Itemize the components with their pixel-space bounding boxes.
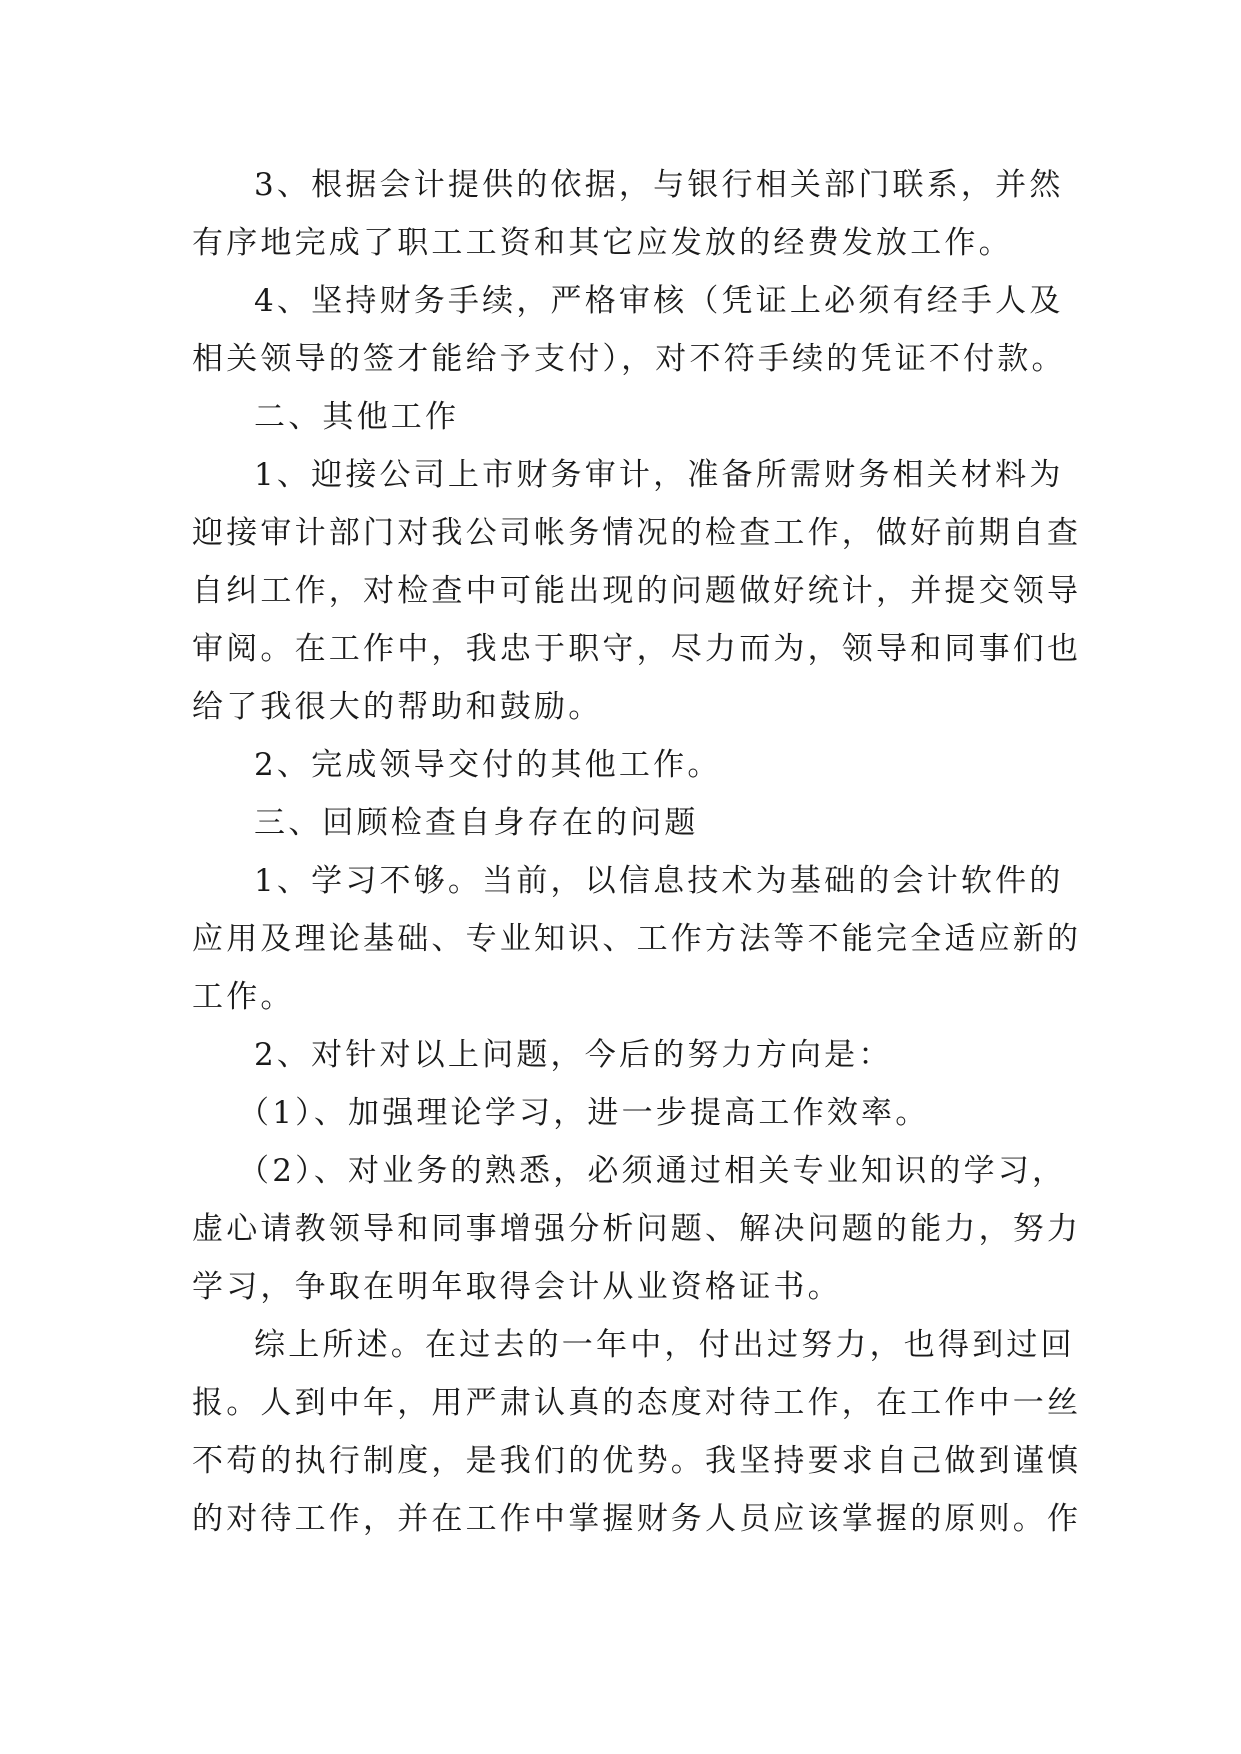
paragraph-line: 学习，争取在明年取得会计从业资格证书。 <box>192 1269 842 1305</box>
paragraph-line: 审阅。在工作中，我忠于职守，尽力而为，领导和同事们也 <box>192 631 1082 667</box>
paragraph-line: 1、迎接公司上市财务审计，准备所需财务相关材料为 <box>254 457 1064 493</box>
paragraph-line: （1）、加强理论学习，进一步提高工作效率。 <box>238 1095 930 1131</box>
paragraph-line: 3、根据会计提供的依据，与银行相关部门联系，并然 <box>254 167 1064 203</box>
section-heading: 三、回顾检查自身存在的问题 <box>254 805 699 841</box>
paragraph-line: 有序地完成了职工工资和其它应发放的经费发放工作。 <box>192 225 1013 261</box>
paragraph-line: 2、完成领导交付的其他工作。 <box>254 747 722 783</box>
document-body <box>192 156 1082 1548</box>
paragraph-line: 的对待工作，并在工作中掌握财务人员应该掌握的原则。作 <box>192 1501 1082 1537</box>
paragraph-line: 给了我很大的帮助和鼓励。 <box>192 689 603 725</box>
paragraph-line: 报。人到中年，用严肃认真的态度对待工作，在工作中一丝 <box>192 1385 1082 1421</box>
paragraph-line: 工作。 <box>192 979 295 1015</box>
section-heading: 二、其他工作 <box>254 399 460 435</box>
paragraph-line: 2、对针对以上问题，今后的努力方向是： <box>254 1037 893 1073</box>
paragraph-line: 虚心请教领导和同事增强分析问题、解决问题的能力，努力 <box>192 1211 1082 1247</box>
paragraph-line: （2）、对业务的熟悉，必须通过相关专业知识的学习， <box>238 1153 1067 1189</box>
paragraph-line: 迎接审计部门对我公司帐务情况的检查工作，做好前期自查 <box>192 515 1082 551</box>
paragraph-line: 综上所述。在过去的一年中，付出过努力，也得到过回 <box>254 1327 1075 1363</box>
paragraph-line: 自纠工作，对检查中可能出现的问题做好统计，并提交领导 <box>192 573 1082 609</box>
paragraph-line: 应用及理论基础、专业知识、工作方法等不能完全适应新的 <box>192 921 1082 957</box>
paragraph-line: 相关领导的签才能给予支付），对不符手续的凭证不付款。 <box>192 341 1066 377</box>
paragraph-line: 1、学习不够。当前，以信息技术为基础的会计软件的 <box>254 863 1064 899</box>
paragraph-line: 不苟的执行制度，是我们的优势。我坚持要求自己做到谨慎 <box>192 1443 1082 1479</box>
paragraph-line: 4、坚持财务手续，严格审核（凭证上必须有经手人及 <box>254 283 1064 319</box>
